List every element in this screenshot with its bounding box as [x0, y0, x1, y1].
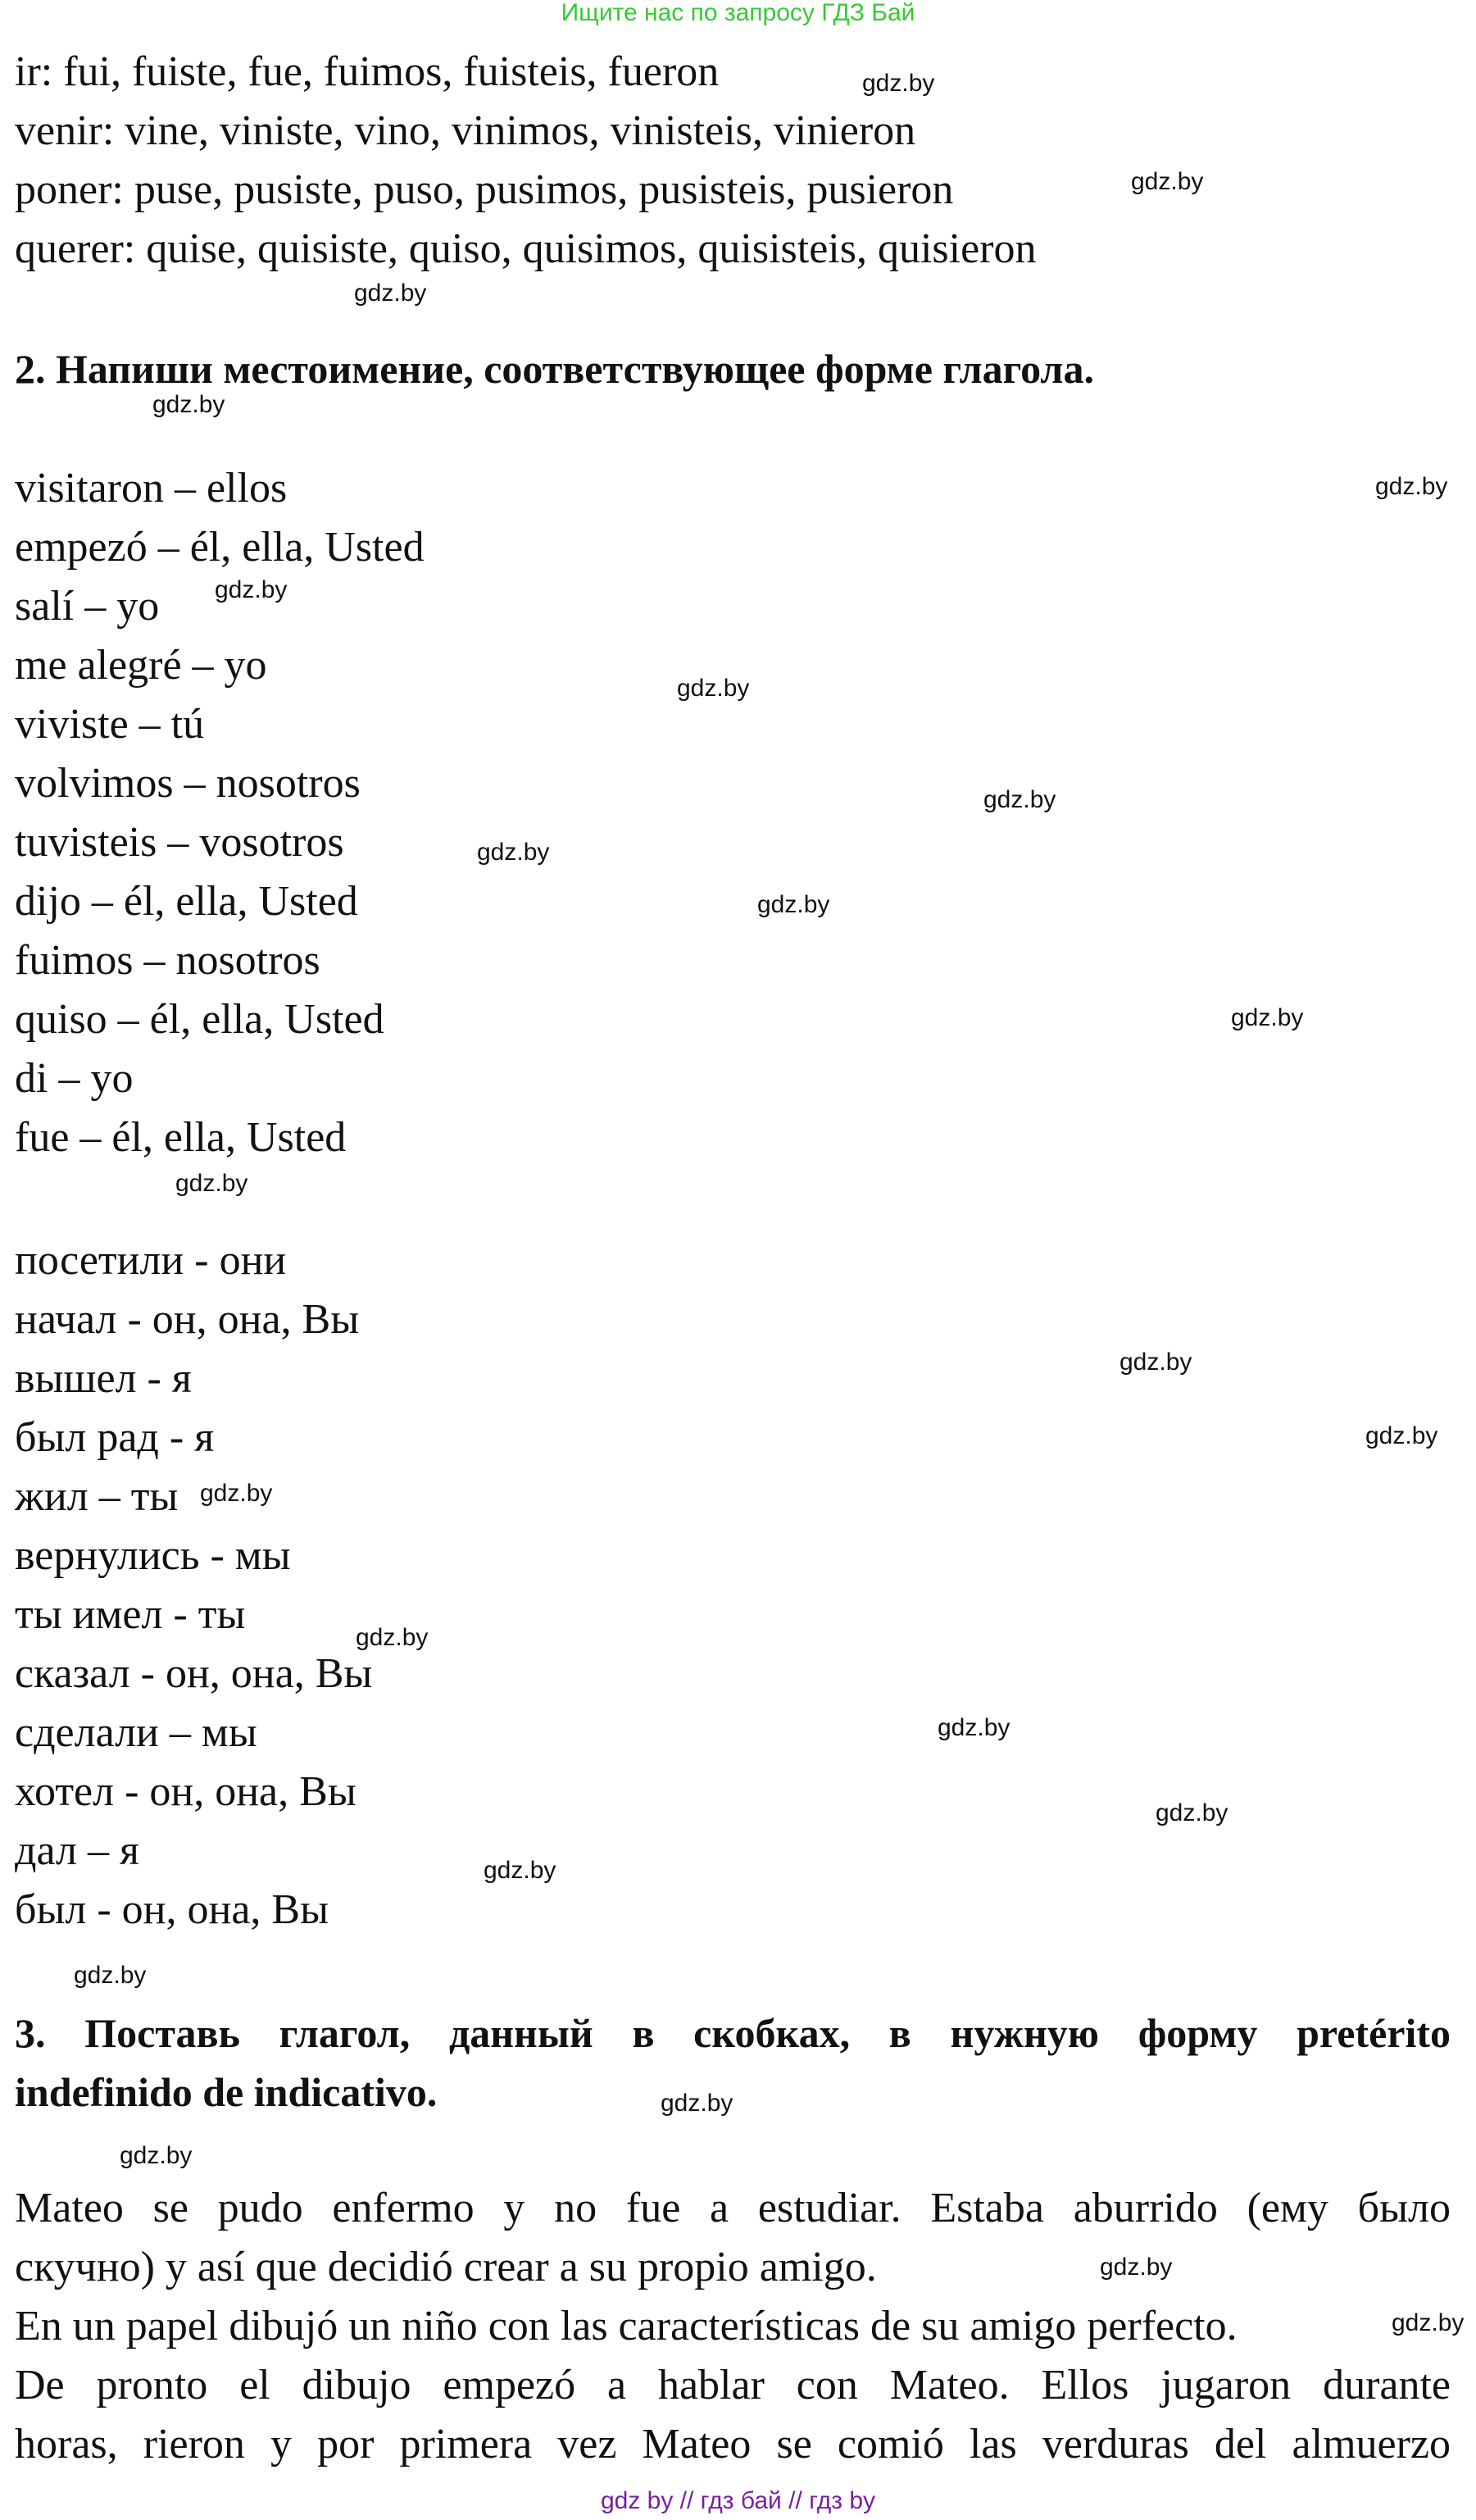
watermark: gdz.by: [1365, 1422, 1438, 1449]
conjugation-line-ir: ir: fui, fuiste, fue, fuimos, fuisteis, fueron: [15, 48, 720, 95]
task2-spanish-item: dijo – él, ella, Usted: [15, 878, 358, 925]
watermark: gdz.by: [983, 786, 1056, 813]
task2-russian-item: начал - он, она, Вы: [15, 1296, 360, 1343]
task2-spanish-item: viviste – tú: [15, 701, 205, 748]
footer-links: gdz by // гдз бай // гдз by: [600, 2487, 876, 2514]
task2-spanish-item: quiso – él, ella, Usted: [15, 996, 384, 1043]
watermark: gdz.by: [74, 1962, 147, 1989]
watermark: gdz.by: [484, 1857, 556, 1884]
watermark: gdz.by: [1156, 1799, 1228, 1826]
task2-spanish-item: visitaron – ellos: [15, 465, 288, 512]
task3-heading-line1: 3. Поставь глагол, данный в скобках, в нужную форму pretérito: [15, 2010, 1451, 2056]
task3-heading-line2: indefinido de indicativo.: [15, 2069, 438, 2115]
task2-russian-item: был - он, она, Вы: [15, 1886, 329, 1933]
conjugation-line-venir: venir: vine, viniste, vino, vinimos, vinisteis, vinieron: [15, 107, 916, 154]
task2-russian-item: вышел - я: [15, 1355, 192, 1402]
task2-spanish-item: empezó – él, ella, Usted: [15, 524, 425, 571]
task2-russian-item: дал – я: [15, 1827, 139, 1874]
watermark: gdz.by: [477, 839, 550, 866]
watermark: gdz.by: [215, 576, 288, 603]
watermark: gdz.by: [677, 675, 750, 702]
watermark: gdz.by: [152, 391, 225, 418]
watermark: gdz.by: [862, 70, 935, 97]
watermark: gdz.by: [1119, 1349, 1192, 1376]
conjugation-line-querer: querer: quise, quisiste, quiso, quisimos, quisisteis, quisieron: [15, 225, 1037, 272]
task2-spanish-item: me alegré – yo: [15, 642, 267, 689]
task3-text-line: скучно) y así que decidió crear a su propio amigo.: [15, 2244, 877, 2290]
task3-text-line: horas, rieron y por primera vez Mateo se comió las verduras del almuerzo: [15, 2421, 1451, 2468]
watermark: gdz.by: [1231, 1004, 1304, 1031]
task2-russian-item: сделали – мы: [15, 1709, 257, 1756]
task2-spanish-item: fuimos – nosotros: [15, 937, 320, 984]
task2-heading: 2. Напиши местоимение, соответствующее форме глагола.: [15, 346, 1094, 392]
task2-russian-item: жил – ты: [15, 1473, 179, 1520]
task2-russian-item: сказал - он, она, Вы: [15, 1650, 373, 1697]
watermark: gdz.by: [200, 1480, 273, 1507]
watermark: gdz.by: [120, 2142, 193, 2169]
task2-russian-item: хотел - он, она, Вы: [15, 1768, 357, 1815]
watermark: gdz.by: [661, 2090, 733, 2117]
watermark: gdz.by: [938, 1714, 1010, 1741]
watermark: gdz.by: [356, 1624, 429, 1651]
task2-spanish-item: volvimos – nosotros: [15, 760, 361, 807]
task2-spanish-item: di – yo: [15, 1055, 134, 1102]
task2-russian-item: вернулись - мы: [15, 1532, 291, 1579]
task2-russian-item: посетили - они: [15, 1237, 287, 1284]
watermark: gdz.by: [1392, 2309, 1465, 2336]
watermark: gdz.by: [354, 280, 427, 307]
watermark: gdz.by: [1100, 2254, 1173, 2281]
watermark: gdz.by: [757, 891, 830, 918]
watermark: gdz.by: [1375, 473, 1448, 500]
watermark: gdz.by: [175, 1170, 248, 1197]
top-banner: Ищите нас по запросу ГДЗ Бай: [561, 0, 915, 26]
task2-spanish-item: salí – yo: [15, 583, 160, 630]
task2-spanish-item: fue – él, ella, Usted: [15, 1114, 347, 1161]
task3-text-line: En un papel dibujó un niño con las características de su amigo perfecto.: [15, 2303, 1238, 2349]
task3-text-line: De pronto el dibujo empezó a hablar con Mateo. Ellos jugaron durante: [15, 2362, 1451, 2409]
task3-text-line: Mateo se pudo enfermo y no fue a estudiar. Estaba aburrido (ему было: [15, 2185, 1451, 2231]
watermark: gdz.by: [1131, 168, 1204, 195]
task2-russian-item: был рад - я: [15, 1414, 215, 1461]
task2-spanish-item: tuvisteis – vosotros: [15, 819, 344, 866]
task2-russian-item: ты имел - ты: [15, 1591, 246, 1638]
conjugation-line-poner: poner: puse, pusiste, puso, pusimos, pusisteis, pusieron: [15, 166, 954, 213]
